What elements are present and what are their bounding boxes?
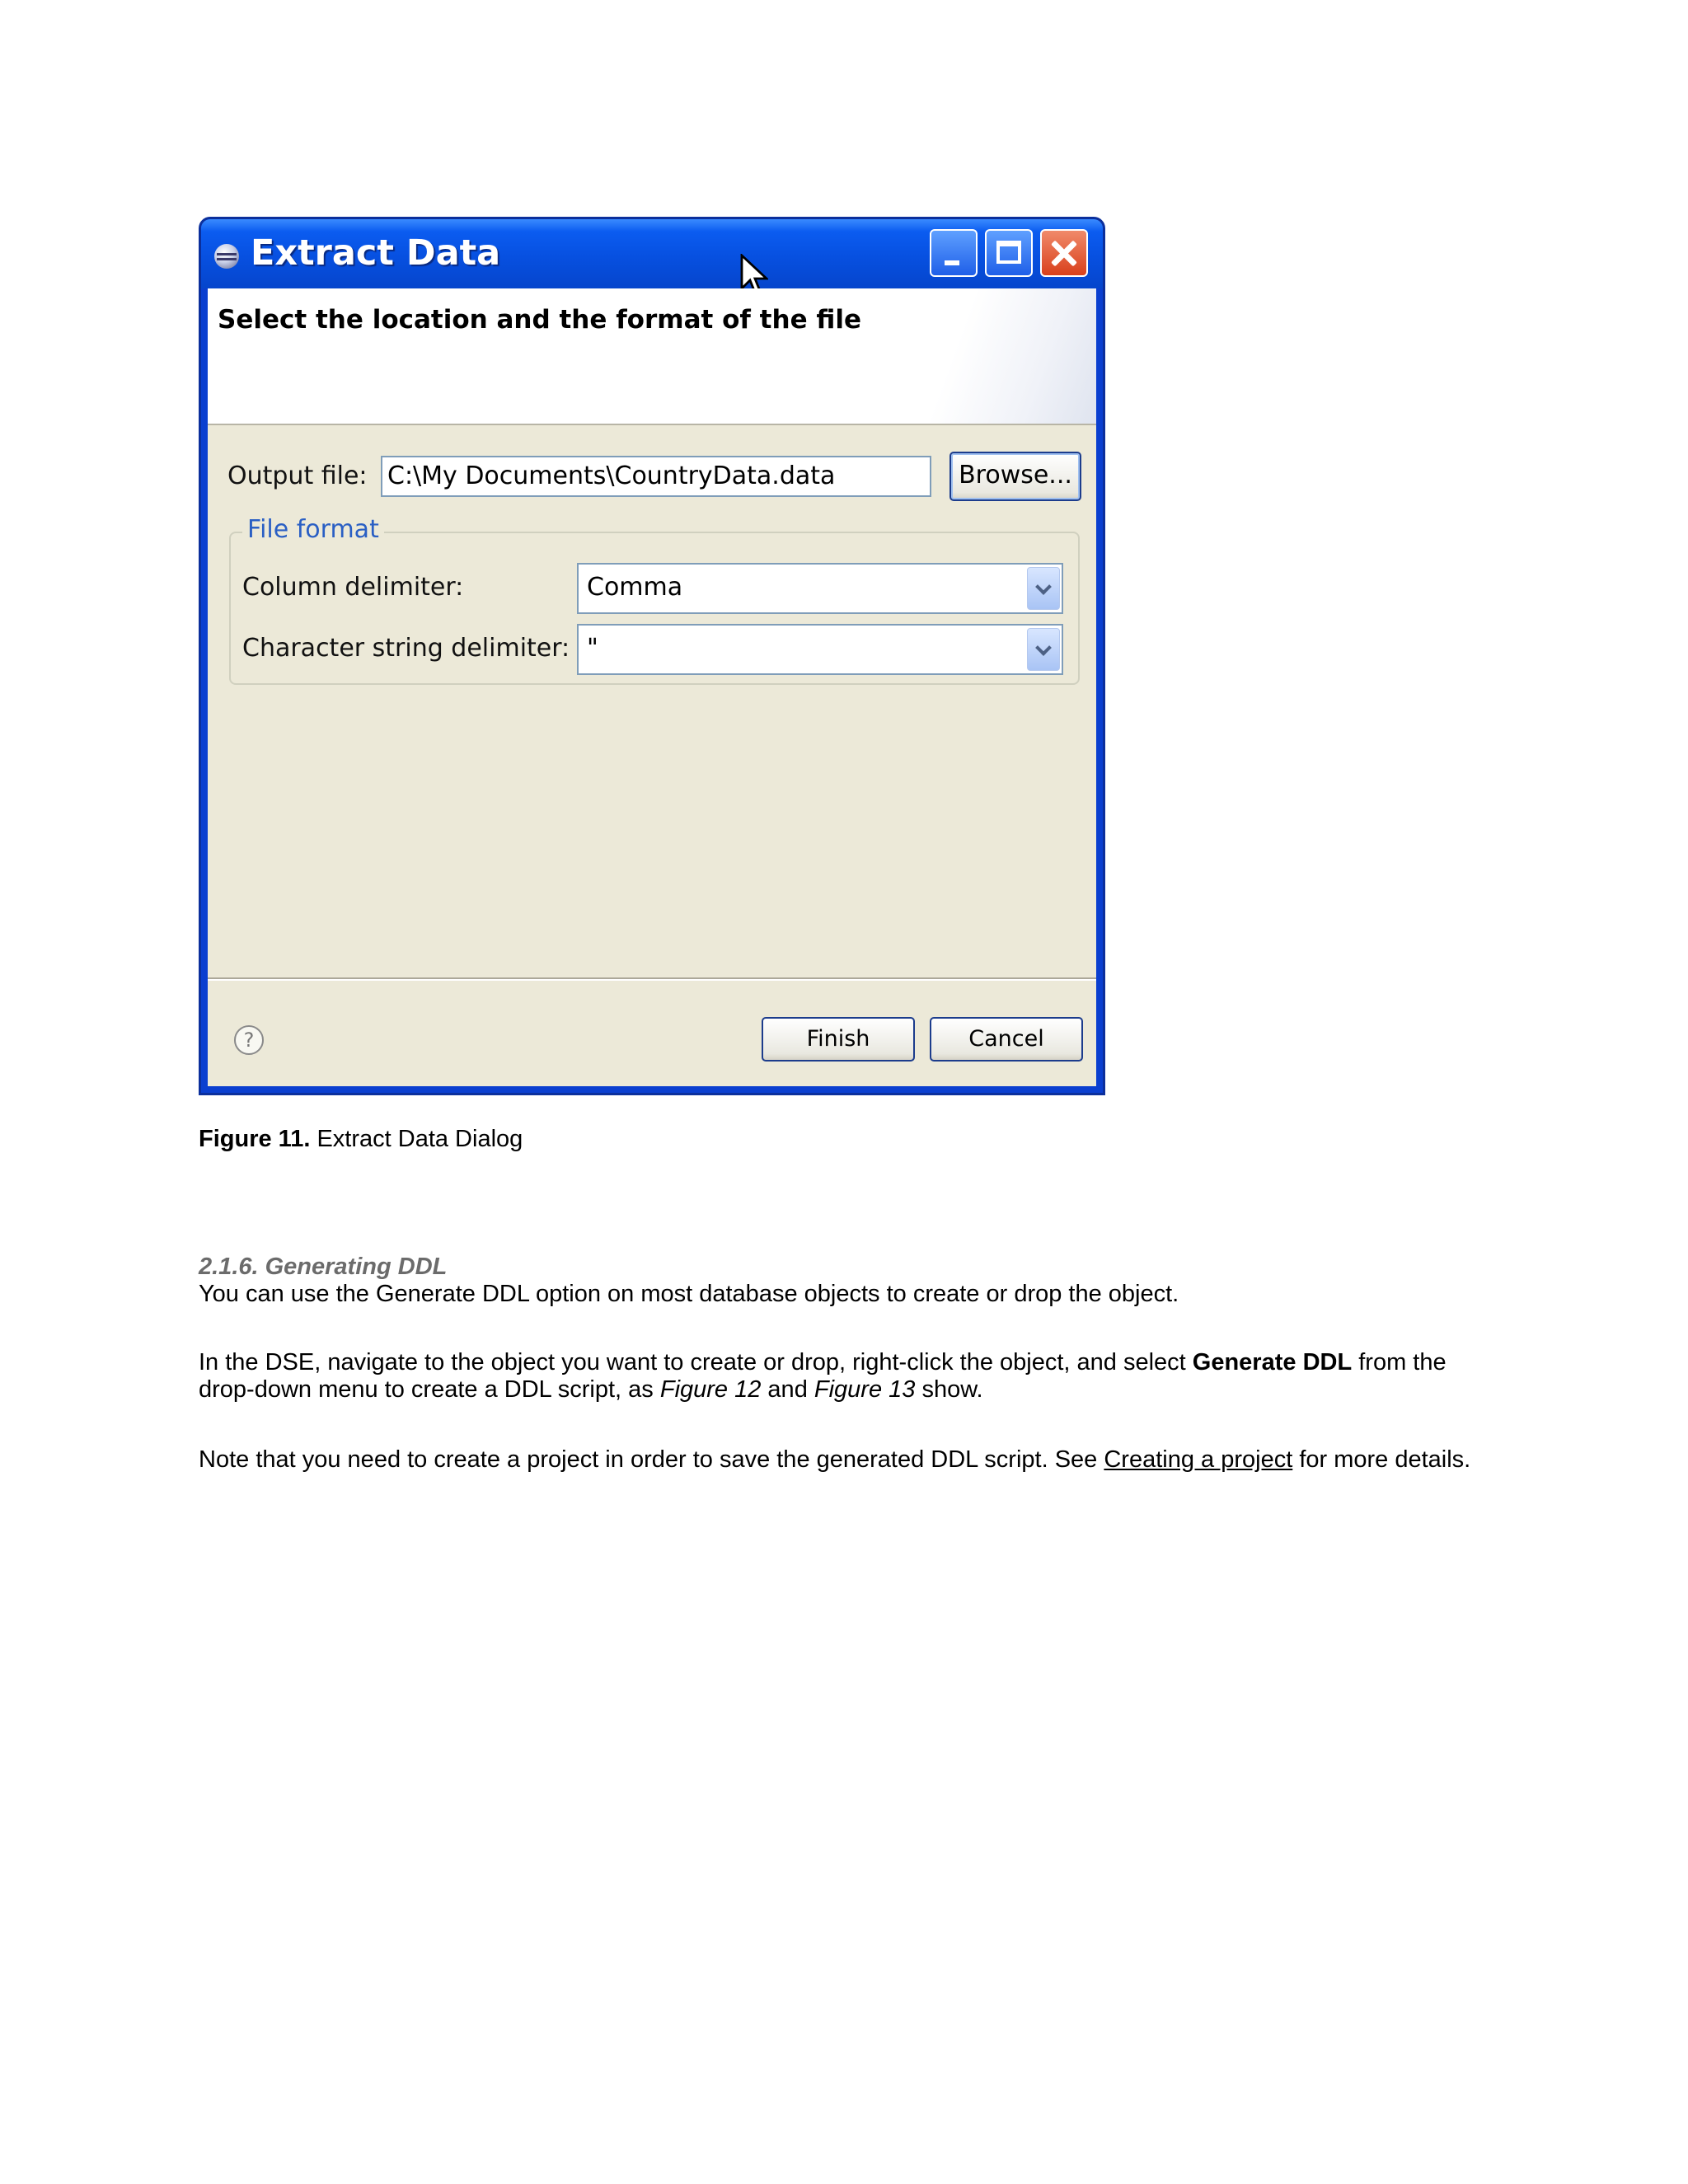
string-delimiter-value: ": [587, 634, 598, 663]
finish-button[interactable]: Finish: [762, 1017, 915, 1062]
cancel-button[interactable]: Cancel: [930, 1017, 1083, 1062]
close-icon[interactable]: [1040, 229, 1088, 277]
figure-caption: [199, 1126, 523, 1153]
banner: [208, 288, 1096, 425]
section-heading: 2.1.6. Generating DDL: [199, 1254, 448, 1280]
dialog-body: [208, 288, 1096, 1086]
maximize-icon[interactable]: [985, 229, 1033, 277]
app-icon: [214, 244, 239, 269]
p3-text-a: Note that you need to create a project in order to save the generated DDL script. See: [199, 1446, 1104, 1473]
paragraph-1: You can use the Generate DDL option on most database objects to create or drop the object.: [199, 1281, 1179, 1307]
file-format-title: File format: [242, 515, 384, 544]
paragraph-2: [199, 1349, 1484, 1404]
string-delimiter-label: Character string delimiter:: [242, 634, 570, 663]
file-format-group: [229, 515, 1080, 685]
caption-text: Extract Data Dialog: [310, 1126, 523, 1152]
column-delimiter-value: Comma: [587, 573, 683, 602]
p2-bold: Generate DDL: [1192, 1349, 1353, 1376]
minimize-icon[interactable]: [930, 229, 978, 277]
caption-number: Figure 11.: [199, 1126, 311, 1152]
footer-separator: [208, 977, 1096, 981]
output-file-input[interactable]: C:\My Documents\CountryData.data: [381, 456, 931, 497]
browse-button[interactable]: Browse...: [950, 452, 1081, 501]
title-bar[interactable]: [201, 219, 1103, 288]
p2-and: and: [761, 1376, 814, 1403]
output-file-label: Output file:: [227, 462, 368, 490]
paragraph-3: [199, 1446, 1484, 1474]
p3-text-b: for more details.: [1292, 1446, 1471, 1473]
p2-text-c: show.: [915, 1376, 983, 1403]
string-delimiter-select[interactable]: [577, 624, 1063, 675]
p2-text-a: In the DSE, navigate to the object you want to create or drop, right-click the object, and select: [199, 1349, 1193, 1376]
p2-figure-13: Figure 13: [814, 1376, 916, 1403]
help-icon[interactable]: ?: [234, 1025, 264, 1055]
chevron-down-icon[interactable]: [1027, 628, 1060, 671]
p2-figure-12: Figure 12: [659, 1376, 762, 1403]
dialog-title: Extract Data: [251, 232, 501, 274]
column-delimiter-label: Column delimiter:: [242, 573, 464, 602]
extract-data-dialog: [199, 217, 1105, 1095]
chevron-down-icon[interactable]: [1027, 567, 1060, 610]
p2-text-b: from the drop-down menu to create a DDL script, as: [199, 1349, 1447, 1403]
column-delimiter-select[interactable]: [577, 563, 1063, 614]
creating-project-link[interactable]: Creating a project: [1104, 1446, 1293, 1473]
banner-text: Select the location and the format of the file: [218, 305, 862, 335]
